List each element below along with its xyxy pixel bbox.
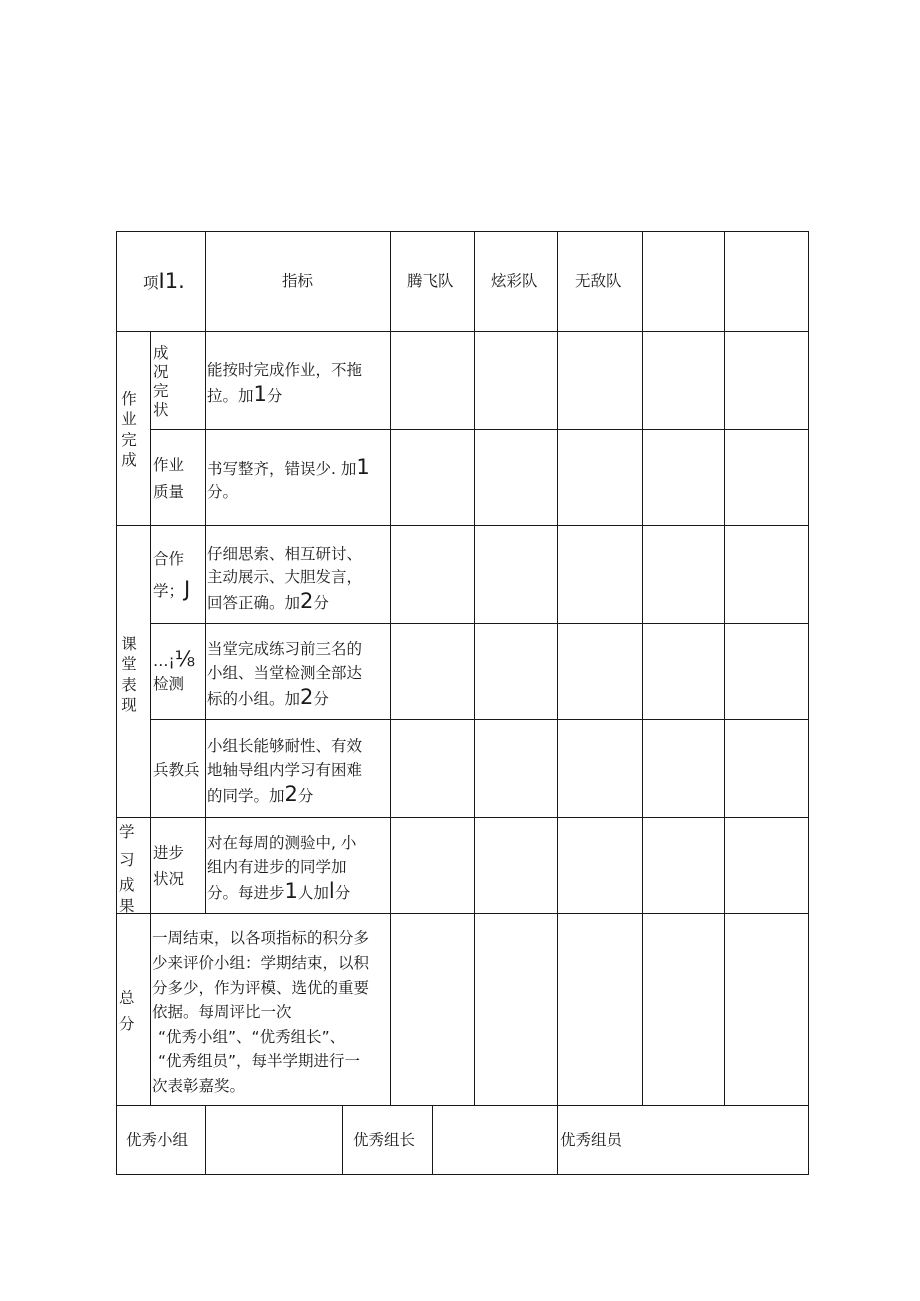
rule (116, 817, 809, 818)
sub-label: 合作 (153, 550, 185, 568)
category-achievement: 习 (119, 851, 135, 869)
total-text: 分多少，作为评模、选优的重要 (152, 979, 370, 997)
category-homework: 作业完成 (121, 390, 137, 470)
footer-best-leader: 优秀组长 (353, 1131, 416, 1149)
indicator-text (207, 588, 329, 616)
text-part: 标的小组。加 (207, 690, 301, 708)
text-part: 分 (266, 387, 283, 405)
rule (557, 231, 558, 1175)
rule (150, 429, 809, 430)
team-header: 无敌队 (575, 272, 622, 290)
sub-label: 状况 (153, 870, 185, 888)
text-part: 书写整齐，错误少. 加 (207, 460, 357, 478)
indicator-text (207, 381, 282, 409)
item-suffix: I1. (158, 269, 185, 293)
rule (116, 231, 117, 1175)
team-header: 炫彩队 (491, 272, 538, 290)
text-part: J (184, 577, 191, 601)
rule (474, 231, 475, 1105)
indicator-text: 能按时完成作业，不拖 (207, 361, 363, 379)
sub-label: 状 (153, 401, 169, 419)
rule (116, 1174, 809, 1175)
text-part: …¡ (153, 652, 175, 670)
indicator-text: 仔细思索、相互研讨、 (207, 545, 363, 563)
indicator-text (207, 878, 350, 906)
total-text: 依据。每周评比一次 (152, 1003, 292, 1021)
points-value: 1 (356, 455, 370, 479)
text-part: ⅛ (174, 647, 196, 671)
rule (116, 231, 809, 232)
category-total: 分 (119, 1015, 135, 1033)
rule (642, 231, 643, 1105)
sub-label (153, 576, 190, 604)
rule (116, 525, 809, 526)
text-part: 分 (313, 690, 329, 708)
sub-label: 成 (153, 344, 169, 362)
text-part: 分 (313, 594, 329, 612)
indicator-text (207, 454, 370, 482)
points-value: l (328, 879, 335, 903)
indicator-text (207, 684, 329, 712)
text-part: 回答正确。加 (207, 594, 301, 612)
indicator-text: 对在每周的测验中, 小 (207, 834, 357, 852)
rule (116, 331, 809, 332)
category-achievement: 成 (119, 876, 135, 894)
total-text: 一周结束，以各项指标的积分多 (152, 929, 370, 947)
footer-best-group: 优秀小组 (126, 1131, 189, 1149)
sub-label: 检测 (153, 675, 185, 693)
text-part: 分 (297, 787, 314, 805)
rule (116, 913, 809, 914)
rule (116, 1105, 809, 1106)
rule (150, 331, 151, 1105)
text-part: 人加 (297, 884, 329, 902)
footer-best-member: 优秀组员 (560, 1131, 623, 1149)
text-part: 分 (334, 884, 351, 902)
rule (808, 231, 809, 1175)
text-part: 分。每进步 (207, 884, 285, 902)
total-text: 少来评价小组：学期结束，以积 (152, 954, 370, 972)
sub-label: 进步 (153, 844, 185, 862)
category-total: 总 (119, 989, 135, 1007)
indicator-text: 组内有进步的同学加 (207, 858, 347, 876)
rule (432, 1105, 433, 1175)
indicator-text: 主动展示、大胆发言， (207, 568, 363, 586)
rule (724, 231, 725, 1105)
text-part: 学； (153, 582, 185, 600)
category-classroom: 课堂表现 (121, 635, 137, 715)
points-value: 1 (284, 879, 298, 903)
points-value: 2 (284, 782, 298, 806)
rule (150, 719, 809, 720)
category-achievement: 果 (119, 897, 135, 915)
rule (150, 623, 809, 624)
points-value: 1 (253, 382, 267, 406)
indicator-text: 分。 (207, 483, 239, 501)
rule (342, 1105, 343, 1175)
indicator-text: 当堂完成练习前三名的 (207, 640, 363, 658)
points-value: 2 (300, 685, 314, 709)
indicator-text (207, 781, 313, 809)
indicator-text: 小组、当堂检测全部达 (207, 664, 363, 682)
rule (390, 231, 391, 1105)
header-indicator: 指标 (282, 272, 314, 290)
sub-label: 完 (153, 382, 169, 400)
total-text: 次表彰嘉奖。 (152, 1077, 246, 1095)
team-header: 腾飞队 (407, 272, 454, 290)
total-text: “优秀小组”、“优秀组长”、 (158, 1028, 346, 1046)
sub-label: 作业 (153, 456, 185, 474)
sub-label: 质量 (153, 483, 185, 501)
indicator-text: 地轴导组内学习有困难 (207, 761, 363, 779)
text-part: 拉。加 (207, 387, 254, 405)
rule (205, 1105, 206, 1175)
sub-label: 兵教兵 (153, 761, 200, 779)
header-item-label (143, 268, 185, 296)
sub-label: 况 (153, 363, 169, 381)
item-prefix: 项 (143, 274, 159, 292)
text-part: 的同学。加 (207, 787, 285, 805)
points-value: 2 (300, 589, 314, 613)
indicator-text: 小组长能够耐性、有效 (207, 737, 363, 755)
total-text: “优秀组员”，每半学期进行一 (158, 1052, 361, 1070)
sub-label (153, 646, 195, 674)
rule (205, 231, 206, 914)
category-achievement: 学 (119, 823, 135, 841)
